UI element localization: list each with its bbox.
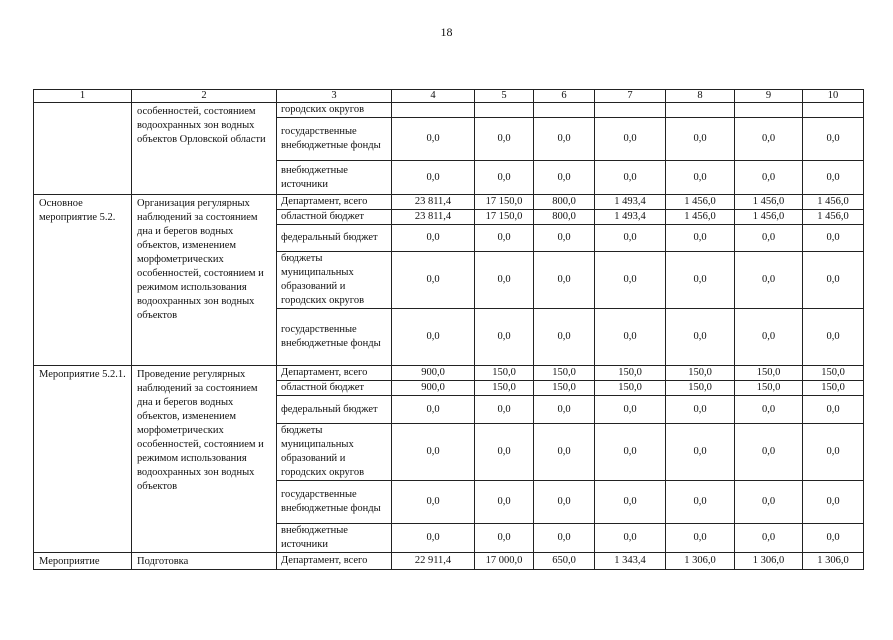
value-cell: 17 150,0 xyxy=(475,195,534,210)
value-cell: 0,0 xyxy=(803,161,864,195)
funding-source-cell: областной бюджет xyxy=(277,381,392,396)
value-cell: 150,0 xyxy=(595,366,666,381)
measure-code-cell xyxy=(34,103,132,195)
value-cell: 0,0 xyxy=(595,161,666,195)
value-cell: 0,0 xyxy=(735,309,803,366)
value-cell: 0,0 xyxy=(534,161,595,195)
value-cell: 900,0 xyxy=(392,366,475,381)
value-cell: 1 456,0 xyxy=(803,210,864,225)
value-cell: 0,0 xyxy=(475,524,534,553)
value-cell: 150,0 xyxy=(735,381,803,396)
value-cell: 150,0 xyxy=(803,366,864,381)
funding-source-cell: бюджеты муниципальных образований и городских округов xyxy=(277,252,392,309)
value-cell: 0,0 xyxy=(666,225,735,252)
value-cell: 800,0 xyxy=(534,210,595,225)
value-cell xyxy=(595,103,666,118)
value-cell: 0,0 xyxy=(803,481,864,524)
value-cell: 0,0 xyxy=(666,309,735,366)
value-cell: 0,0 xyxy=(534,225,595,252)
page-number: 18 xyxy=(440,25,453,39)
value-cell: 0,0 xyxy=(666,252,735,309)
value-cell: 0,0 xyxy=(595,309,666,366)
value-cell: 0,0 xyxy=(666,118,735,161)
value-cell: 0,0 xyxy=(392,252,475,309)
value-cell: 900,0 xyxy=(392,381,475,396)
measure-name-cell: Подготовка xyxy=(132,553,277,570)
value-cell: 0,0 xyxy=(735,424,803,481)
funding-source-cell: Департамент, всего xyxy=(277,553,392,570)
value-cell: 0,0 xyxy=(666,424,735,481)
value-cell: 0,0 xyxy=(666,481,735,524)
value-cell xyxy=(392,103,475,118)
funding-source-cell: внебюджетные источники xyxy=(277,161,392,195)
value-cell: 0,0 xyxy=(735,118,803,161)
value-cell: 0,0 xyxy=(595,481,666,524)
budget-table xyxy=(33,89,864,570)
value-cell: 0,0 xyxy=(534,481,595,524)
header-cell: 4 xyxy=(392,90,475,103)
funding-source-cell: государственные внебюджетные фонды xyxy=(277,481,392,524)
header-cell: 5 xyxy=(475,90,534,103)
header-cell: 10 xyxy=(803,90,864,103)
value-cell: 0,0 xyxy=(392,161,475,195)
header-cell: 7 xyxy=(595,90,666,103)
value-cell: 0,0 xyxy=(735,225,803,252)
measure-name-cell: особенностей, состоянием водоохранных зон водных объектов Орловской области xyxy=(132,103,277,195)
value-cell: 1 456,0 xyxy=(735,210,803,225)
value-cell: 0,0 xyxy=(803,225,864,252)
funding-source-cell: бюджеты муниципальных образований и городских округов xyxy=(277,424,392,481)
value-cell xyxy=(475,103,534,118)
funding-source-cell: Департамент, всего xyxy=(277,366,392,381)
measure-code-cell: Основное мероприятие 5.2. xyxy=(34,195,132,366)
value-cell: 150,0 xyxy=(666,381,735,396)
value-cell: 0,0 xyxy=(534,252,595,309)
value-cell: 1 493,4 xyxy=(595,195,666,210)
funding-source-cell: федеральный бюджет xyxy=(277,225,392,252)
value-cell: 0,0 xyxy=(475,424,534,481)
funding-source-cell: областной бюджет xyxy=(277,210,392,225)
value-cell: 1 306,0 xyxy=(735,553,803,570)
funding-source-cell: федеральный бюджет xyxy=(277,396,392,424)
header-cell: 6 xyxy=(534,90,595,103)
value-cell xyxy=(735,103,803,118)
value-cell: 17 150,0 xyxy=(475,210,534,225)
value-cell: 0,0 xyxy=(803,396,864,424)
value-cell: 150,0 xyxy=(735,366,803,381)
measure-name-cell: Организация регулярных наблюдений за состоянием дна и берегов водных объектов, изменением морфометрических особенностей, состоянием и режимом использования водоохранных зон водных объектов xyxy=(132,195,277,366)
header-cell: 2 xyxy=(132,90,277,103)
value-cell: 0,0 xyxy=(803,118,864,161)
value-cell: 0,0 xyxy=(803,309,864,366)
value-cell: 0,0 xyxy=(595,424,666,481)
value-cell: 0,0 xyxy=(475,396,534,424)
value-cell: 0,0 xyxy=(392,524,475,553)
value-cell xyxy=(666,103,735,118)
value-cell xyxy=(534,103,595,118)
value-cell: 0,0 xyxy=(595,118,666,161)
value-cell: 150,0 xyxy=(475,381,534,396)
value-cell: 17 000,0 xyxy=(475,553,534,570)
value-cell: 0,0 xyxy=(475,225,534,252)
value-cell: 0,0 xyxy=(595,396,666,424)
value-cell: 150,0 xyxy=(803,381,864,396)
value-cell: 0,0 xyxy=(534,396,595,424)
value-cell: 0,0 xyxy=(534,309,595,366)
value-cell: 23 811,4 xyxy=(392,195,475,210)
value-cell: 0,0 xyxy=(392,424,475,481)
value-cell: 0,0 xyxy=(392,225,475,252)
value-cell: 0,0 xyxy=(735,396,803,424)
value-cell: 0,0 xyxy=(666,524,735,553)
value-cell: 0,0 xyxy=(595,225,666,252)
value-cell: 1 306,0 xyxy=(666,553,735,570)
funding-source-cell: государственные внебюджетные фонды xyxy=(277,118,392,161)
measure-code-cell: Мероприятие xyxy=(34,553,132,570)
value-cell: 0,0 xyxy=(475,309,534,366)
value-cell: 0,0 xyxy=(392,481,475,524)
table-row xyxy=(34,103,864,118)
value-cell: 0,0 xyxy=(534,524,595,553)
value-cell xyxy=(803,103,864,118)
value-cell: 0,0 xyxy=(534,118,595,161)
header-row xyxy=(34,90,864,103)
value-cell: 0,0 xyxy=(803,524,864,553)
value-cell: 150,0 xyxy=(534,366,595,381)
value-cell: 0,0 xyxy=(735,481,803,524)
value-cell: 0,0 xyxy=(595,524,666,553)
funding-source-cell: внебюджетные источники xyxy=(277,524,392,553)
value-cell: 150,0 xyxy=(666,366,735,381)
value-cell: 150,0 xyxy=(595,381,666,396)
value-cell: 0,0 xyxy=(534,424,595,481)
value-cell: 650,0 xyxy=(534,553,595,570)
funding-source-cell: Департамент, всего xyxy=(277,195,392,210)
header-cell: 1 xyxy=(34,90,132,103)
measure-code-cell: Мероприятие 5.2.1. xyxy=(34,366,132,553)
value-cell: 0,0 xyxy=(666,161,735,195)
header-cell: 9 xyxy=(735,90,803,103)
value-cell: 0,0 xyxy=(392,309,475,366)
value-cell: 22 911,4 xyxy=(392,553,475,570)
value-cell: 0,0 xyxy=(475,118,534,161)
value-cell: 1 306,0 xyxy=(803,553,864,570)
table-row xyxy=(34,553,864,570)
value-cell: 800,0 xyxy=(534,195,595,210)
value-cell: 1 343,4 xyxy=(595,553,666,570)
value-cell: 0,0 xyxy=(803,252,864,309)
value-cell: 0,0 xyxy=(735,161,803,195)
funding-source-cell: государственные внебюджетные фонды xyxy=(277,309,392,366)
value-cell: 0,0 xyxy=(735,252,803,309)
value-cell: 0,0 xyxy=(475,252,534,309)
value-cell: 150,0 xyxy=(475,366,534,381)
table-row xyxy=(34,195,864,210)
header-cell: 3 xyxy=(277,90,392,103)
header-cell: 8 xyxy=(666,90,735,103)
value-cell: 0,0 xyxy=(475,481,534,524)
value-cell: 0,0 xyxy=(475,161,534,195)
value-cell: 0,0 xyxy=(803,424,864,481)
value-cell: 150,0 xyxy=(534,381,595,396)
value-cell: 23 811,4 xyxy=(392,210,475,225)
value-cell: 0,0 xyxy=(392,396,475,424)
table-row xyxy=(34,366,864,381)
value-cell: 1 456,0 xyxy=(666,210,735,225)
value-cell: 1 456,0 xyxy=(803,195,864,210)
funding-source-cell: городских округов xyxy=(277,103,392,118)
value-cell: 1 493,4 xyxy=(595,210,666,225)
value-cell: 0,0 xyxy=(735,524,803,553)
value-cell: 0,0 xyxy=(666,396,735,424)
value-cell: 0,0 xyxy=(392,118,475,161)
value-cell: 1 456,0 xyxy=(735,195,803,210)
measure-name-cell: Проведение регулярных наблюдений за состоянием дна и берегов водных объектов, изменением морфометрических особенностей, состоянием и режимом использования водоохранных зон водных объектов xyxy=(132,366,277,553)
value-cell: 1 456,0 xyxy=(666,195,735,210)
value-cell: 0,0 xyxy=(595,252,666,309)
